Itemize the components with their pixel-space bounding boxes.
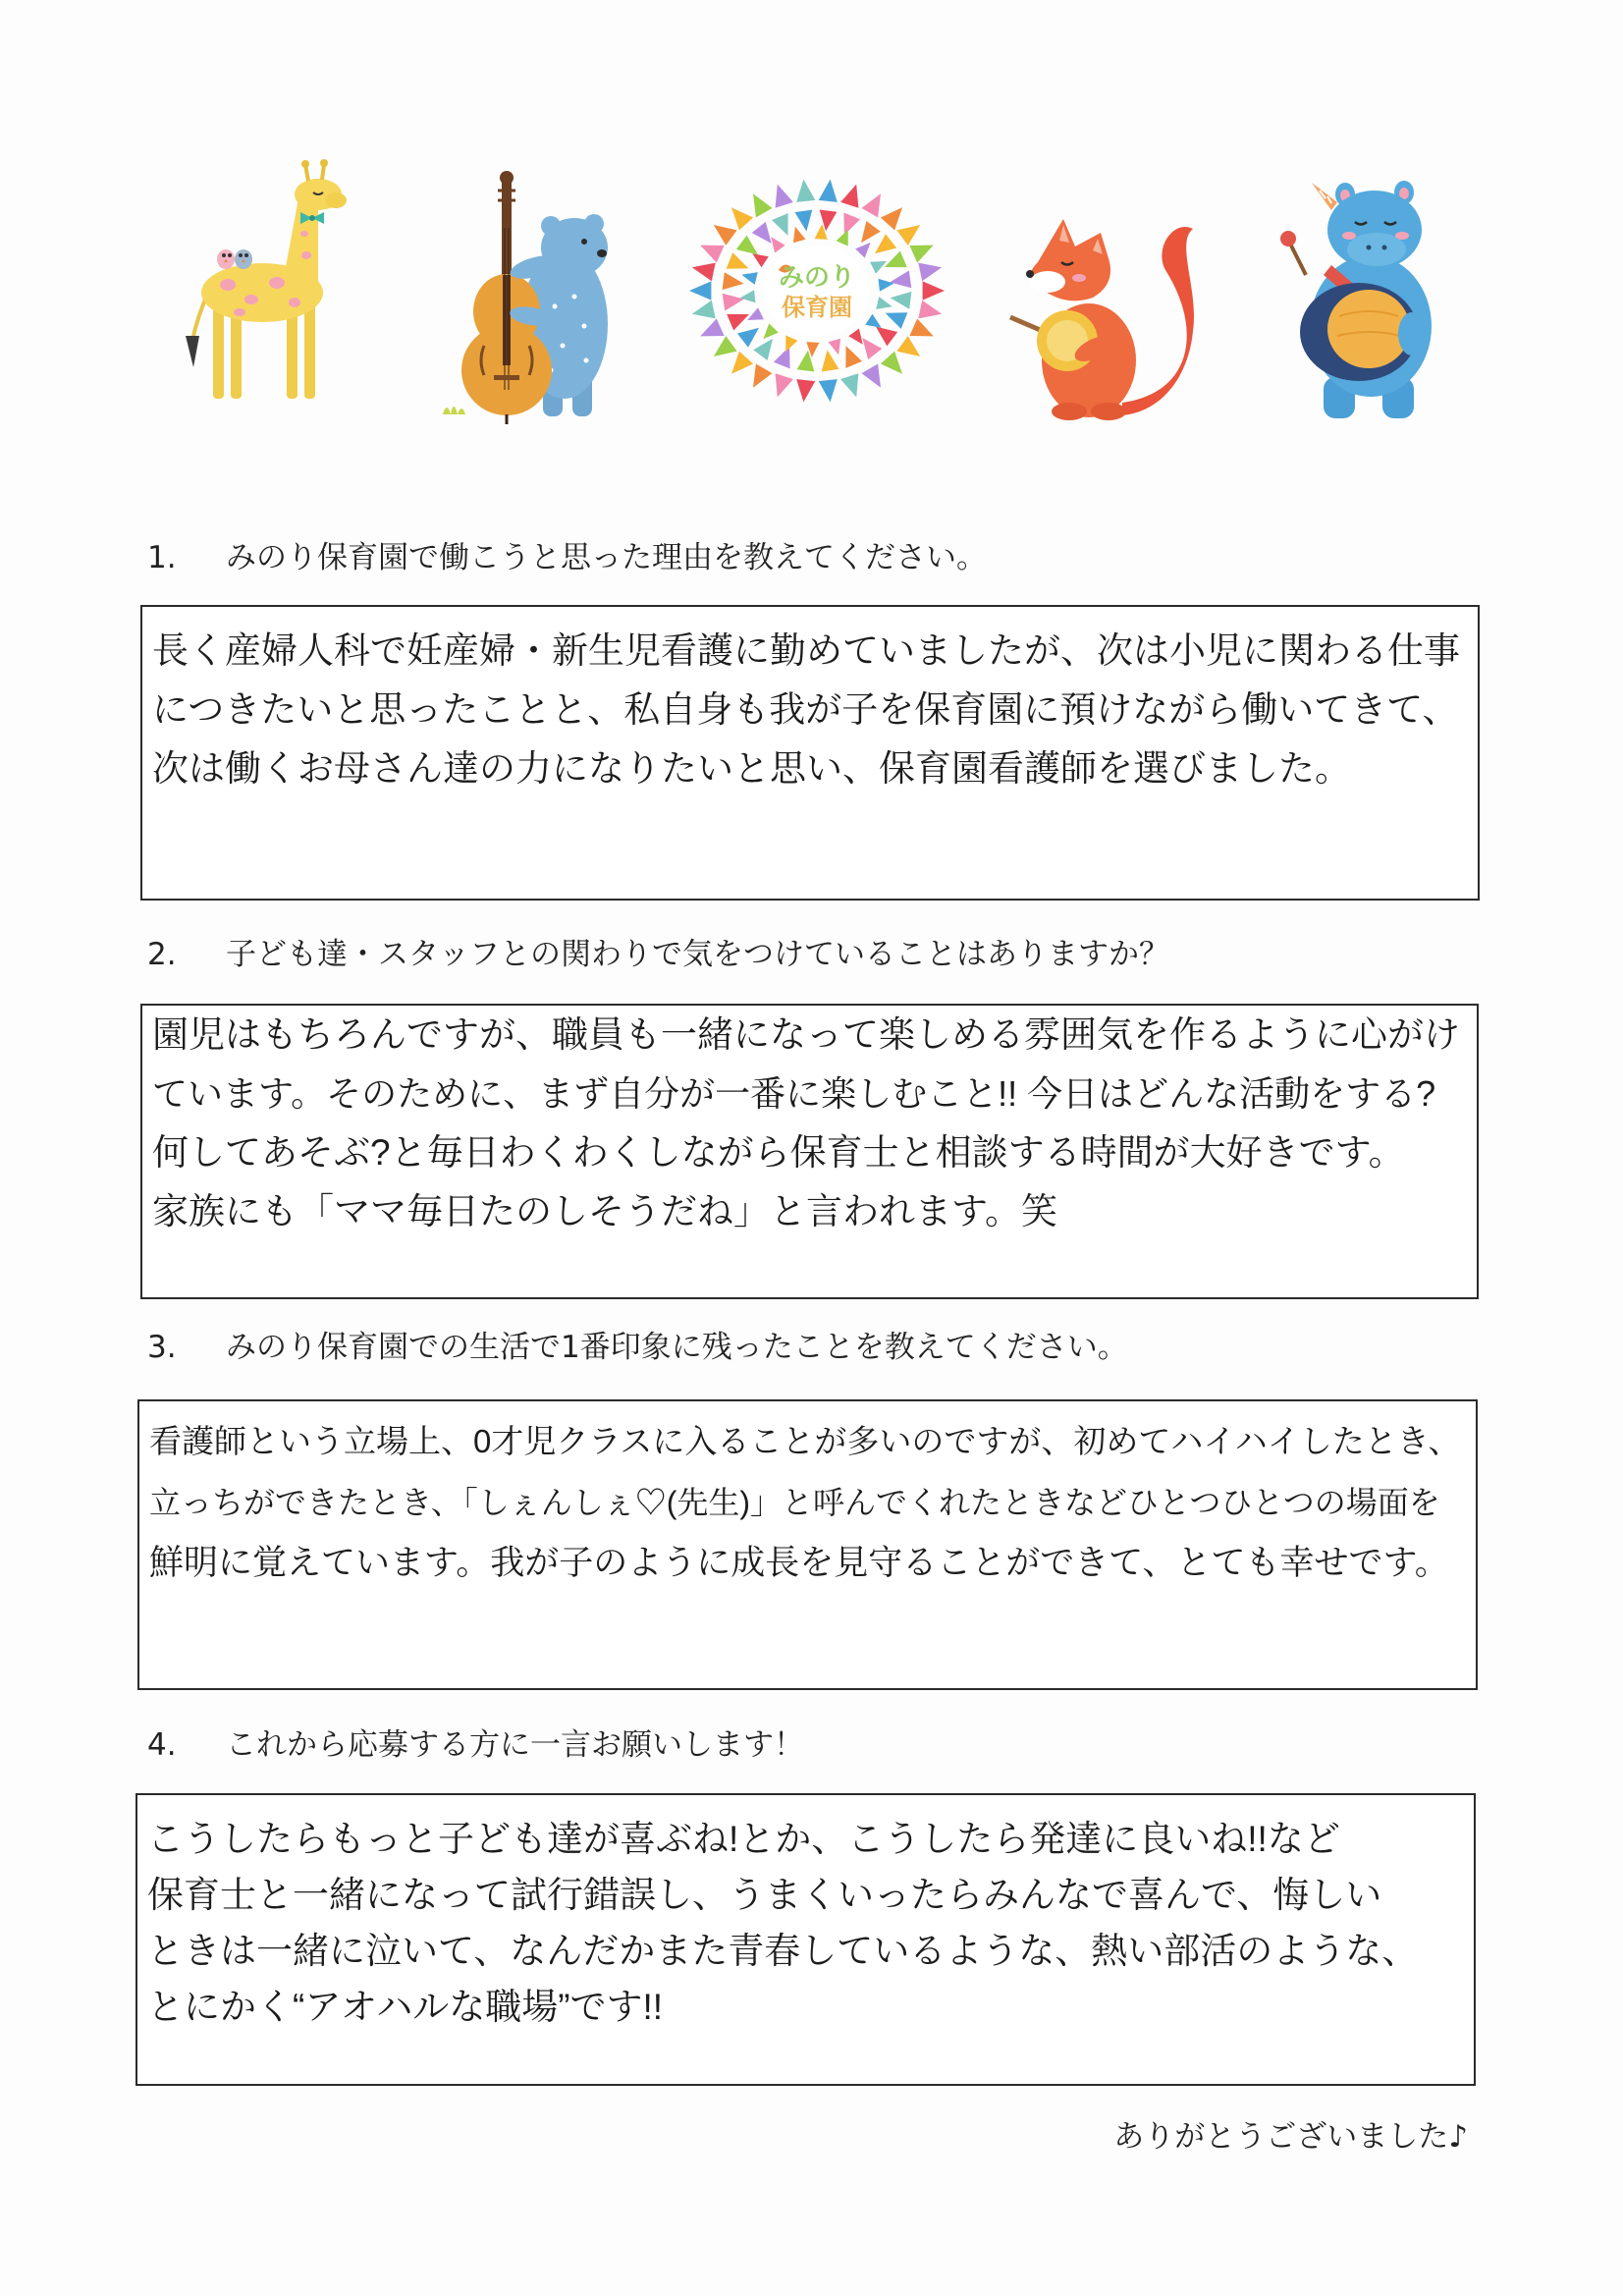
bunting-flag bbox=[740, 290, 756, 302]
bunting-flag bbox=[692, 263, 716, 282]
bunting-flag bbox=[747, 307, 764, 320]
bunting-flag bbox=[862, 193, 882, 217]
answer-line: 家族にも「ママ毎日たのしそうだね」と言われます。笑 bbox=[152, 1191, 1058, 1231]
answer-line: 何してあそぶ?と毎日わくわくしながら保育士と相談する時間が大好きです。 bbox=[152, 1132, 1405, 1173]
bunting-flag bbox=[689, 281, 711, 300]
bunting-flag bbox=[753, 364, 773, 388]
bunting-flag bbox=[861, 221, 881, 243]
question-text: みのり保育園で働こうと思った理由を教えてください。 bbox=[226, 540, 987, 575]
bunting-flag bbox=[727, 314, 749, 331]
bunting-flag bbox=[727, 252, 749, 269]
bunting-flag bbox=[731, 352, 753, 374]
bunting-flag bbox=[753, 339, 773, 360]
bunting-flag bbox=[776, 373, 793, 397]
bunting-flag bbox=[829, 339, 841, 355]
closing-message: ありがとうございました♪ bbox=[1113, 2119, 1468, 2155]
bunting-flag bbox=[737, 328, 759, 348]
bunting-flag bbox=[736, 236, 758, 255]
bunting-flag bbox=[741, 272, 758, 285]
hippo-with-drum-icon bbox=[1276, 169, 1463, 426]
bunting-flag bbox=[700, 319, 724, 337]
bunting-flag bbox=[837, 230, 848, 246]
bunting-flag bbox=[918, 301, 942, 319]
bunting-flag bbox=[848, 329, 862, 345]
question-text: これから応募する方に一言お願いします！ bbox=[226, 1727, 804, 1763]
bunting-flag bbox=[885, 251, 907, 268]
bunting-flag bbox=[700, 246, 724, 263]
answer-line: 保育士と一緒になって試行錯誤し、うまくいったらみんなで喜んで、悔しい bbox=[147, 1875, 1382, 1915]
bunting-flag bbox=[731, 207, 753, 230]
bunting-flag bbox=[876, 327, 897, 347]
answer-box-4 bbox=[135, 1793, 1476, 2086]
bunting-flag bbox=[752, 253, 769, 267]
logo-text-minori: みのり bbox=[778, 263, 856, 293]
bunting-flag bbox=[865, 314, 882, 328]
bunting-flag bbox=[890, 271, 911, 289]
bunting-flag bbox=[875, 234, 896, 253]
bunting-flag bbox=[819, 180, 838, 202]
bunting-flag bbox=[879, 279, 894, 292]
question-3-label bbox=[147, 1328, 1128, 1367]
bunting-flag bbox=[796, 379, 815, 402]
bunting-flag bbox=[862, 338, 882, 359]
bunting-flag bbox=[923, 281, 945, 300]
answer-box-2 bbox=[140, 1004, 1479, 1299]
answer-line: とにかく“アオハルな職場”です!! bbox=[147, 1987, 664, 2027]
question-number: 2. bbox=[147, 937, 177, 972]
bunting-flag bbox=[909, 319, 933, 337]
bunting-flag bbox=[822, 350, 839, 371]
answer-line: 立っちができたとき、「しぇんしぇ♡(先生)」と呼んでくれたときなどひとつひとつの場面を bbox=[149, 1485, 1440, 1520]
bunting-flag bbox=[772, 213, 788, 236]
question-number: 1. bbox=[147, 540, 177, 575]
bunting-flag bbox=[763, 323, 778, 339]
question-1-label bbox=[147, 538, 987, 577]
answer-box-1 bbox=[140, 605, 1480, 901]
bunting-flag bbox=[855, 243, 870, 258]
minori-hoikuen-logo bbox=[684, 172, 949, 410]
bunting-flag bbox=[918, 263, 942, 282]
question-text: みのり保育園での生活で1番印象に残ったことを教えてください。 bbox=[226, 1330, 1128, 1365]
bunting-flag bbox=[881, 207, 902, 230]
bunting-flag bbox=[840, 373, 858, 397]
answer-line: ています。そのために、まず自分が一番に楽しむこと!! 今日はどんな活動をする? bbox=[152, 1073, 1436, 1114]
bunting-flag bbox=[896, 336, 920, 356]
bunting-flag bbox=[692, 301, 716, 319]
question-2-label bbox=[147, 935, 1169, 974]
bunting-flag bbox=[776, 185, 793, 208]
bunting-flag bbox=[881, 352, 902, 374]
question-text: 子ども達・スタッフとの関わりで気をつけていることはありますか？ bbox=[226, 937, 1169, 972]
answer-line: こうしたらもっと子ども達が喜ぶね!とか、こうしたら発達に良いね!!など bbox=[147, 1819, 1340, 1859]
bunting-flag bbox=[714, 336, 737, 356]
question-4-label bbox=[147, 1725, 804, 1765]
bunting-flag bbox=[886, 312, 908, 329]
answer-box-3 bbox=[137, 1399, 1478, 1690]
bunting-flag bbox=[771, 237, 784, 252]
giraffe-with-birds-icon bbox=[169, 157, 365, 412]
bunting-flag bbox=[793, 227, 806, 244]
bear-with-double-bass-icon bbox=[437, 169, 633, 426]
answer-line: ときは一緒に泣いて、なんだかまた青春しているような、熱い部活のような、 bbox=[147, 1931, 1419, 1971]
bunting-flag bbox=[876, 297, 893, 309]
bunting-flag bbox=[896, 225, 920, 246]
bunting-flag bbox=[723, 294, 744, 311]
bunting-flag bbox=[845, 346, 862, 368]
answer-line: 次は働くお母さん達の力になりたいと思い、保育園看護師を選びました。 bbox=[152, 748, 1351, 789]
answer-line: 園児はもちろんですが、職員も一緒になって楽しめる雰囲気を作るように心がけ bbox=[152, 1014, 1460, 1055]
logo-text-hoikuen: 保育園 bbox=[782, 294, 852, 321]
bunting-flag bbox=[909, 246, 933, 263]
bunting-flag bbox=[819, 379, 838, 402]
bunting-flag bbox=[714, 225, 737, 246]
bunting-flag bbox=[870, 261, 887, 274]
bunting-flag bbox=[752, 222, 772, 244]
bunting-flag bbox=[891, 292, 912, 309]
question-number: 4. bbox=[147, 1727, 177, 1763]
bunting-flag bbox=[862, 364, 882, 388]
bunting-flag bbox=[723, 272, 744, 290]
answer-line: につきたいと思ったことと、私自身も我が子を保育園に預けながら働いてきて、 bbox=[152, 689, 1459, 730]
bunting-flag bbox=[796, 180, 815, 202]
answer-line: 長く産婦人科で妊産婦・新生児看護に勤めていましたが、次は小児に関わる仕事 bbox=[152, 630, 1460, 671]
bunting-flag bbox=[795, 210, 813, 232]
bunting-flag bbox=[753, 193, 773, 217]
answer-line: 鮮明に覚えています。我が子のように成長を見守ることができて、とても幸せです。 bbox=[149, 1544, 1449, 1582]
answer-line: 看護師という立場上、0才児クラスに入ることが多いのですが、初めてハイハイしたとき、 bbox=[149, 1423, 1461, 1459]
bunting-flag bbox=[840, 185, 858, 208]
fox-with-banjo-icon bbox=[1006, 201, 1203, 425]
question-number: 3. bbox=[147, 1330, 177, 1365]
bunting-flag bbox=[785, 336, 797, 353]
